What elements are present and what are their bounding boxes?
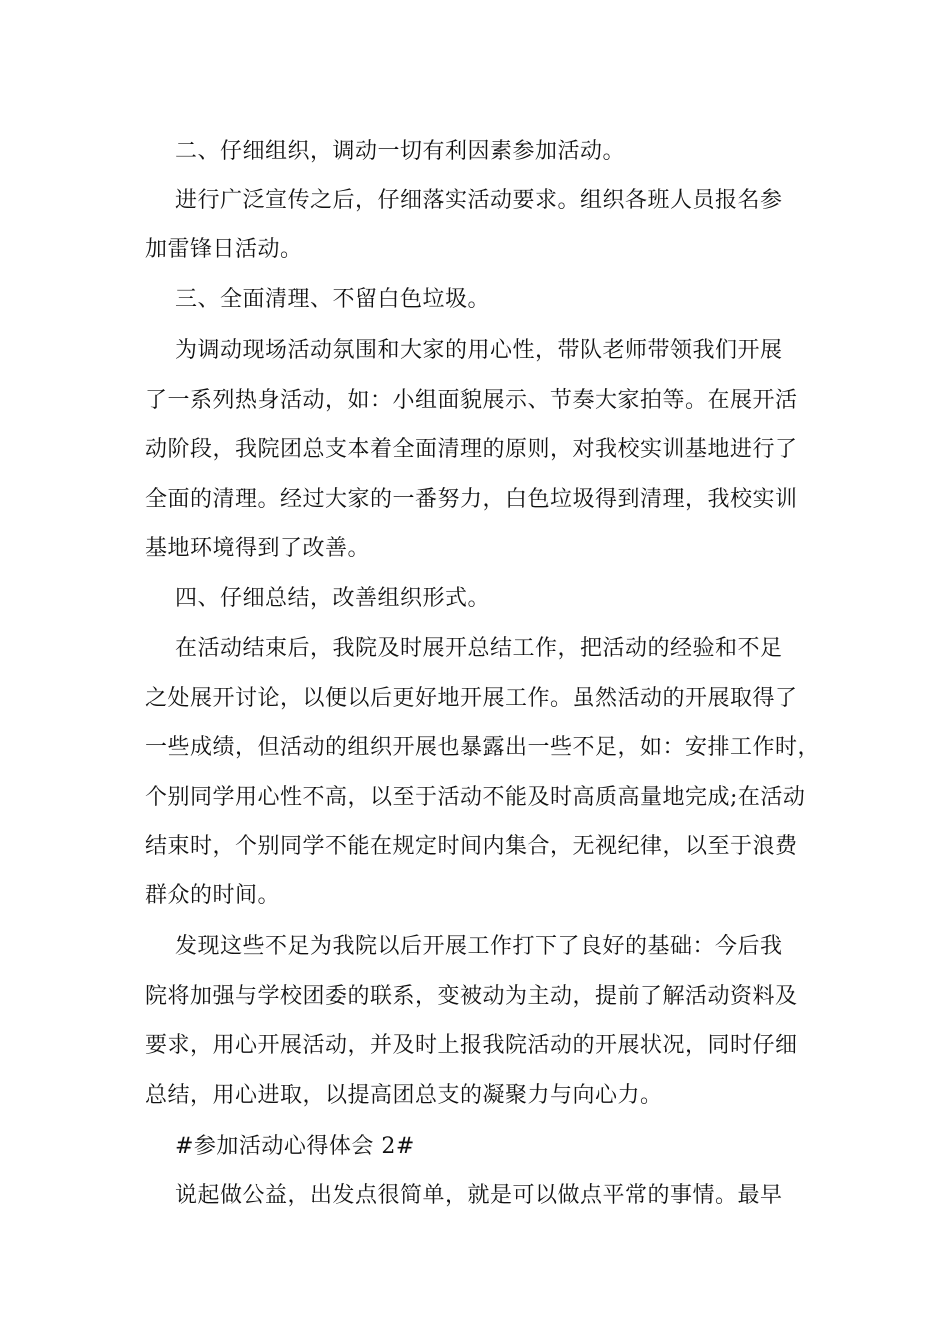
paragraph-line: 群众的时间。 — [145, 883, 281, 908]
article-subtitle: #参加活动心得体会 2# — [145, 1134, 415, 1159]
paragraph-line: 了一系列热身活动，如：小组面貌展示、节奏大家拍等。在展开活 — [145, 388, 798, 413]
paragraph-line: 为调动现场活动氛围和大家的用心性，带队老师带领我们开展 — [145, 338, 783, 363]
paragraph-line: 全面的清理。经过大家的一番努力，白色垃圾得到清理，我校实训 — [145, 487, 798, 512]
paragraph-line: 说起做公益，出发点很简单，就是可以做点平常的事情。最早 — [145, 1183, 783, 1208]
paragraph-line: 进行广泛宣传之后，仔细落实活动要求。组织各班人员报名参 — [145, 188, 783, 213]
paragraph-line: 总结，用心进取，以提高团总支的凝聚力与向心力。 — [145, 1083, 663, 1108]
section-heading-4: 四、仔细总结，改善组织形式。 — [145, 586, 490, 611]
section-heading-3: 三、全面清理、不留白色垃圾。 — [145, 287, 490, 312]
section-heading-2: 二、仔细组织，调动一切有利因素参加活动。 — [145, 139, 625, 164]
paragraph-line: 加雷锋日活动。 — [145, 237, 303, 262]
paragraph-line: 一些成绩，但活动的组织开展也暴露出一些不足，如：安排工作时， — [145, 735, 821, 760]
paragraph-line: 院将加强与学校团委的联系，变被动为主动，提前了解活动资料及 — [145, 984, 798, 1009]
paragraph-line: 要求，用心开展活动，并及时上报我院活动的开展状况，同时仔细 — [145, 1033, 798, 1058]
paragraph-line: 之处展开讨论，以便以后更好地开展工作。虽然活动的开展取得了 — [145, 686, 798, 711]
paragraph-line: 基地环境得到了改善。 — [145, 536, 371, 561]
paragraph-line: 动阶段，我院团总支本着全面清理的原则，对我校实训基地进行了 — [145, 437, 798, 462]
paragraph-line: 结束时，个别同学不能在规定时间内集合，无视纪律，以至于浪费 — [145, 834, 798, 859]
paragraph-line: 在活动结束后，我院及时展开总结工作，把活动的经验和不足 — [145, 636, 783, 661]
paragraph-line: 个别同学用心性不高，以至于活动不能及时高质高量地完成;在活动 — [145, 785, 806, 810]
paragraph-line: 发现这些不足为我院以后开展工作打下了良好的基础：今后我 — [145, 934, 783, 959]
